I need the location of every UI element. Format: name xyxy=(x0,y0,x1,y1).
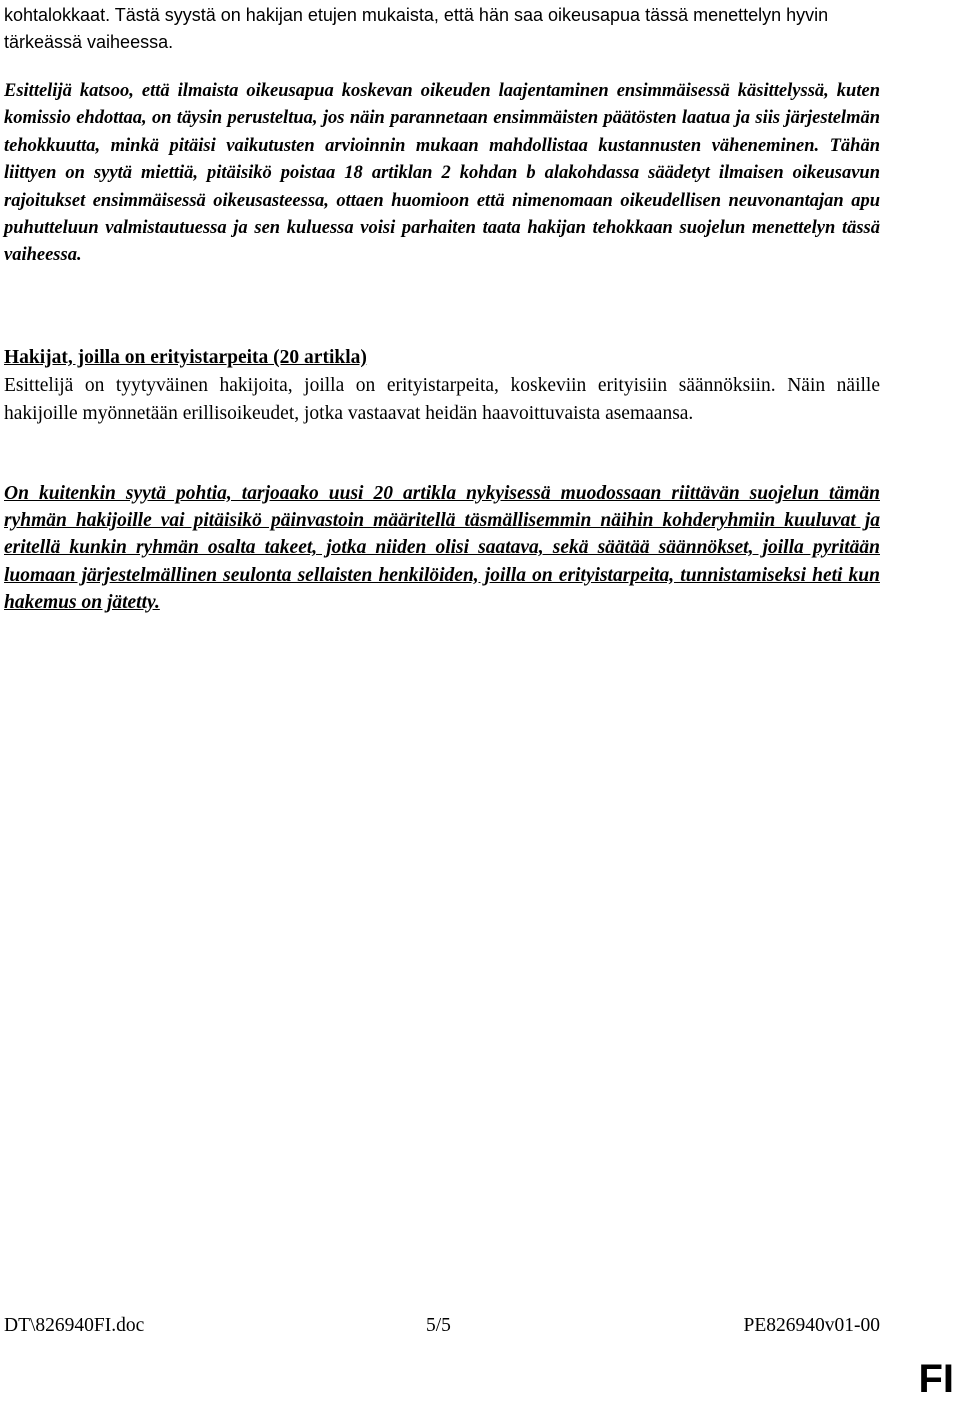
language-code: FI xyxy=(918,1357,954,1401)
intro-paragraph: kohtalokkaat. Tästä syystä on hakijan etujen mukaista, että hän saa oikeusapua tässä menettelyn hyvin tärkeässä vaiheessa. xyxy=(4,5,829,52)
page-footer xyxy=(4,1312,880,1340)
section-paragraph: Esittelijä on tyytyväinen hakijoita, joilla on erityistarpeita, koskeviin erityisiin säännöksiin. Näin näille hakijoille myönnetään erillisoikeudet, jotka vastaavat heidän haavoittuvaista asemaansa. xyxy=(4,375,880,424)
amendment-paragraph: Esittelijä katsoo, että ilmaista oikeusapua koskevan oikeuden laajentaminen ensimmäisessä käsittelyssä, kuten komissio ehdottaa, on täysin perusteltua, jos näin parannetaan ensimmäisten päätösten laatua ja siis järjestelmän tehokkuutta, minkä pitäisi vaikutusten arvioinnin mukaan mahdollistaa kustannusten väheneminen. Tähän liittyen on syytä miettiä, pitäisikö poistaa 18 artiklan 2 kohdan b alakohdassa säädetyt ilmaisen oikeusavun rajoitukset ensimmäisessä oikeusasteessa, ottaen huomioon että nimenomaan oikeudellisen neuvonantajan apu puhutteluun valmistautuessa ja sen kuluessa voisi parhaiten taata hakijan tehokkaan suojelun menettelyn tässä vaiheessa. xyxy=(4,81,880,266)
section-heading: Hakijat, joilla on erityistarpeita (20 artikla) xyxy=(4,347,367,368)
question-paragraph: On kuitenkin syytä pohtia, tarjoaako uusi 20 artikla nykyisessä muodossaan riittävän suojelun tämän ryhmän hakijoille vai pitäisikö päinvastoin määritellä täsmällisemmin näihin kohderyhmiin kuuluvat ja eritellä kunkin ryhmän osalta takeet, jotka niiden olisi saatava, sekä säätää säännökset, joilla pyritään luomaan järjestelmällinen seulonta sellaisten henkilöiden, joilla on erityistarpeita, tunnistamiseksi heti kun hakemus on jätetty. xyxy=(4,483,880,613)
footer-document-number: PE826940v01-00 xyxy=(743,1315,880,1336)
footer-page-number: 5/5 xyxy=(426,1315,451,1336)
footer-file-reference: DT\826940FI.doc xyxy=(4,1315,145,1336)
